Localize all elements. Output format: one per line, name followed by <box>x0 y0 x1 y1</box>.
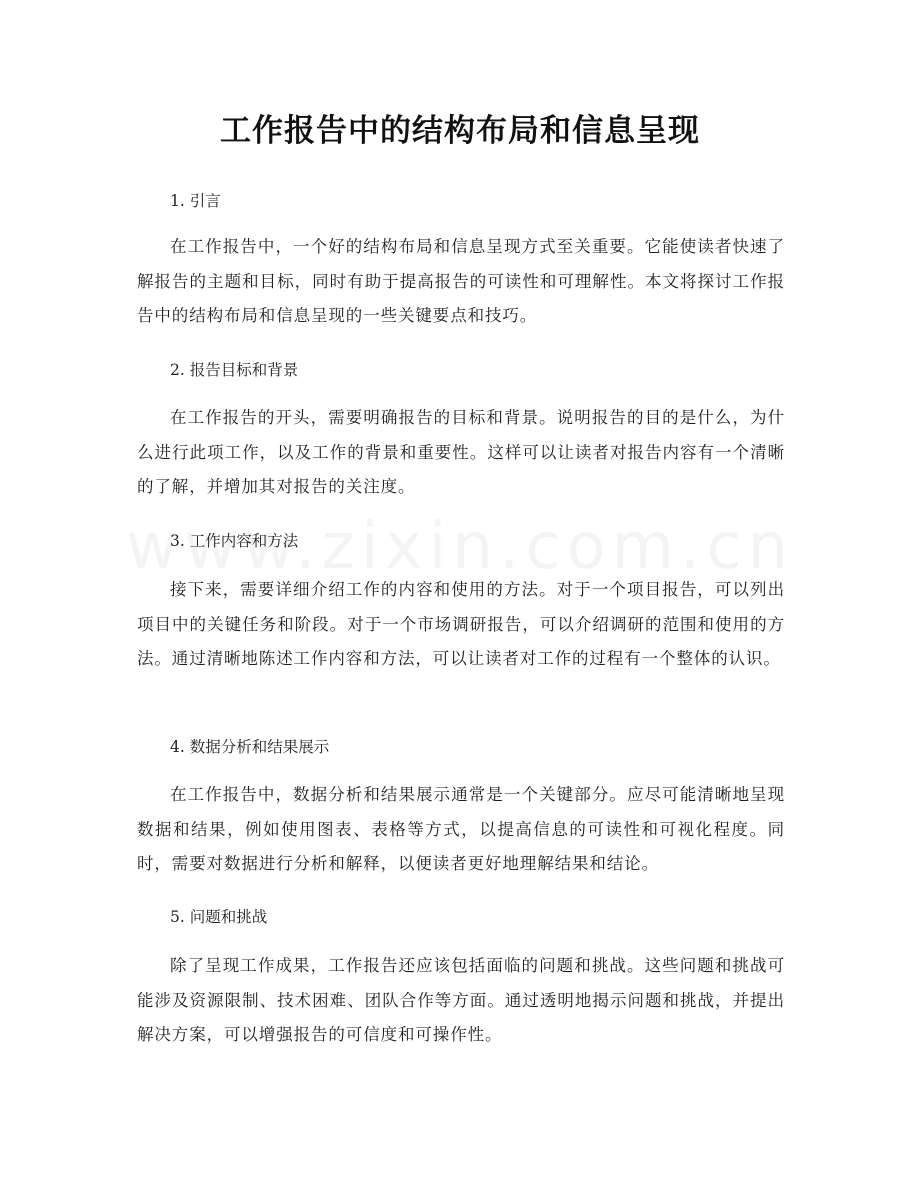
section-heading-content: 3. 工作内容和方法 <box>170 532 299 550</box>
section-paragraph-intro: 在工作报告中，一个好的结构布局和信息呈现方式至关重要。它能使读者快速了解报告的主题和目标，同时有助于提高报告的可读性和可理解性。本文将探讨工作报告中的结构布局和信息呈现的一些关键要点和技巧。 <box>137 237 785 325</box>
section-paragraph-content: 接下来，需要详细介绍工作的内容和使用的方法。对于一个项目报告，可以列出项目中的关键任务和阶段。对于一个市场调研报告，可以介绍调研的范围和使用的方法。通过清晰地陈述工作内容和方法，可以让读者对工作的过程有一个整体的认识。 <box>137 580 785 668</box>
section-paragraph-goals: 在工作报告的开头，需要明确报告的目标和背景。说明报告的目的是什么，为什么进行此项工作，以及工作的背景和重要性。这样可以让读者对报告内容有一个清晰的了解，并增加其对报告的关注度。 <box>137 408 785 496</box>
section-heading-challenges: 5. 问题和挑战 <box>170 908 268 926</box>
section-paragraph-challenges: 除了呈现工作成果，工作报告还应该包括面临的问题和挑战。这些问题和挑战可能涉及资源限制、技术困难、团队合作等方面。通过透明地揭示问题和挑战，并提出解决方案，可以增强报告的可信度和可操作性。 <box>137 956 785 1044</box>
section-paragraph-analysis: 在工作报告中，数据分析和结果展示通常是一个关键部分。应尽可能清晰地呈现数据和结果，例如使用图表、表格等方式，以提高信息的可读性和可视化程度。同时，需要对数据进行分析和解释，以便读者更好地理解结果和结论。 <box>137 785 785 873</box>
section-heading-analysis: 4. 数据分析和结果展示 <box>170 738 330 756</box>
page-title: 工作报告中的结构布局和信息呈现 <box>220 113 700 149</box>
section-heading-intro: 1. 引言 <box>170 192 221 210</box>
section-heading-goals: 2. 报告目标和背景 <box>170 361 299 379</box>
